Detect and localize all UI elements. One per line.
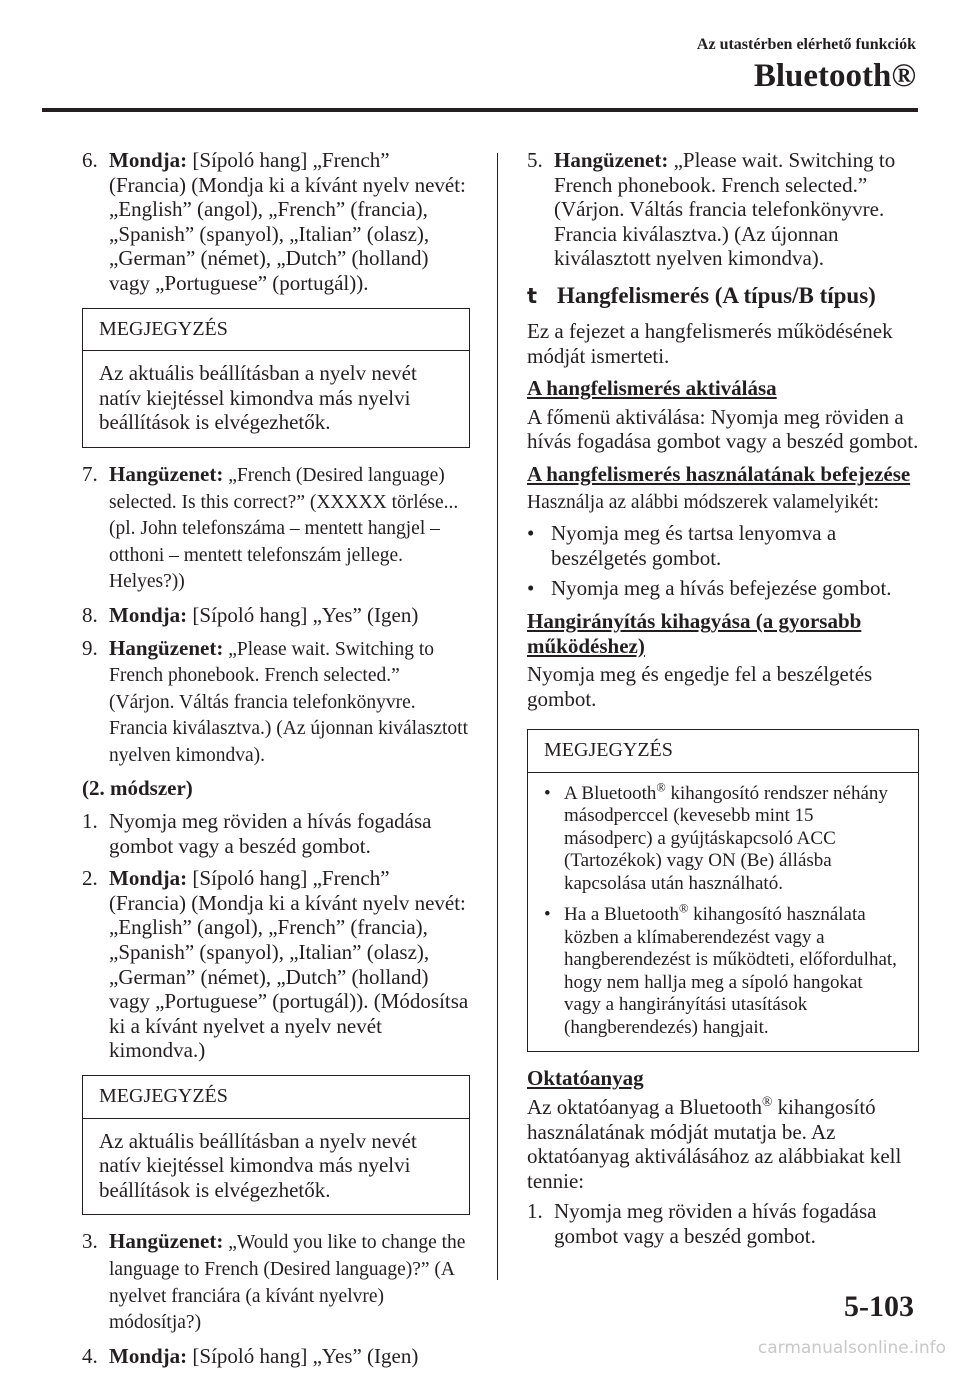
step-text: [Sípoló hang] „Yes” (Igen) [187, 602, 419, 627]
registered-mark: ® [656, 780, 666, 795]
step-number: 7. [82, 461, 98, 486]
section-heading [527, 283, 919, 309]
step-label: Hangüzenet: [109, 1229, 224, 1254]
method-step-4 [82, 1344, 470, 1369]
header-rule [42, 108, 918, 112]
method-step-3 [82, 1229, 470, 1335]
section-intro: Ez a fejezet a hangfelismerés működésének módját ismerteti. [527, 318, 893, 368]
step-number: 6. [82, 148, 98, 172]
list-item [544, 904, 902, 1039]
section-marker-icon: t [527, 283, 538, 308]
note-title: MEGJEGYZÉS [528, 730, 918, 773]
step-label: Mondja: [109, 602, 188, 627]
subheading-tutorial: Oktatóanyag [527, 1066, 644, 1091]
step-number: 1. [527, 1199, 543, 1224]
step-number: 2. [82, 866, 98, 891]
step-text: „French (Desired language) selected. Is this correct?” (XXXXX törlése... (pl. John telefonszáma – mentett hangjel – otthoni – mentett telefonszám jellege. Helyes?)) [109, 464, 459, 593]
step-9 [82, 636, 470, 769]
paragraph-text: Az oktatóanyag a Bluetooth [527, 1094, 763, 1119]
note-text: kihangosító rendszer néhány másodperccel (kevesebb mint 15 másodperc) a gyújtáskapcsoló ACC (Tartozékok) vagy ON (Be) állásba kapcsolása után használható. [564, 782, 888, 894]
bullet-list [527, 521, 919, 601]
paragraph-tutorial [527, 1095, 919, 1193]
note-text: A Bluetooth [564, 782, 657, 804]
bullet-icon: • [544, 782, 551, 804]
note-title: MEGJEGYZÉS [83, 1076, 469, 1119]
note-body [528, 773, 918, 1052]
bullet-icon: • [544, 904, 551, 926]
step-text: [Sípoló hang] „Yes” (Igen) [187, 1343, 419, 1368]
list-item [527, 576, 919, 601]
subheading-skip: Hangirányítás kihagyása (a gyorsabb működéshez) [527, 608, 862, 658]
method-step-1 [82, 809, 470, 858]
registered-mark: ® [762, 1093, 773, 1109]
list-item-text: Nyomja meg és tartsa lenyomva a beszélgetés gombot. [551, 521, 837, 570]
step-text: „Please wait. Switching to French phonebook. French selected.” (Várjon. Váltás francia telefonkönyvre. Francia kiválasztva.) (Az újonnan kiválasztott nyelven kimondva). [109, 638, 468, 766]
method-heading: (2. módszer) [82, 776, 193, 801]
step-text: [Sípoló hang] „French” (Francia) (Mondja ki a kívánt nyelv nevét: „English” (angol), „French” (francia), „Spanish” (spanyol), „Italian” (olasz), „German” (német), „Dutch” (holland) vagy „Portuguese” (portugál)). (Módosítsa ki a kívánt nyelvet a nyelv nevét kimondva.) [109, 866, 469, 1063]
registered-mark: ® [679, 902, 689, 917]
header-subtitle: Az utastérben elérhető funkciók [696, 36, 916, 53]
bullet-icon: • [527, 521, 535, 546]
step-label: Mondja: [109, 1343, 188, 1368]
step-label: Mondja: [109, 866, 188, 891]
step-text: „Please wait. Switching to French phonebook. French selected.” (Várjon. Váltás francia telefonkönyvre. Francia kiválasztva.) (Az újonnan kiválasztott nyelven kimondva). [554, 148, 896, 271]
step-number: 3. [82, 1229, 98, 1254]
column-divider [497, 153, 498, 1280]
step-number: 4. [82, 1343, 98, 1368]
step-6 [82, 148, 470, 296]
note-text: Ha a Bluetooth [564, 904, 680, 926]
right-column [527, 148, 919, 1257]
step-text: „Would you like to change the language to French (Desired language)?” (A nyelvet franciára (a kívánt nyelvre) módosítja?) [109, 1232, 466, 1334]
paragraph-activate: A főmenü aktiválása: Nyomja meg röviden a hívás fogadása gombot vagy a beszéd gombot. [527, 404, 919, 454]
step-number: 1. [82, 809, 98, 834]
section-title: Hangfelismerés (A típus/B típus) [557, 282, 876, 308]
watermark: carmanualsonline.info [757, 1338, 946, 1358]
note-text: kihangosító használata közben a klímaberendezést vagy a hangberendezést is működteti, előfordulhat, hogy nem hallja meg a sípoló hangokat vagy a hangirányítási utasítások (hangberendezés) hangjait. [564, 904, 897, 1038]
step-number: 5. [527, 148, 543, 172]
note-box [82, 308, 470, 448]
paragraph-text: kihangosító használatának módját mutatja be. Az oktatóanyag aktiválásához az alábbiakat kell tennie: [527, 1094, 902, 1193]
paragraph-end: Használja az alábbi módszerek valamelyikét: [527, 491, 879, 513]
step-label: Mondja: [109, 148, 188, 172]
method-step-5 [527, 148, 919, 271]
list-item-text: Nyomja meg a hívás befejezése gombot. [551, 576, 892, 601]
step-text: Nyomja meg röviden a hívás fogadása gombot vagy a beszéd gombot. [554, 1199, 877, 1248]
left-column [82, 148, 470, 1376]
step-number: 8. [82, 602, 98, 627]
list-item [544, 780, 902, 896]
step-7 [82, 462, 470, 595]
method-step-2 [82, 866, 470, 1063]
step-label: Hangüzenet: [109, 635, 224, 660]
page-number: 5-103 [844, 1290, 914, 1323]
note-body: Az aktuális beállításban a nyelv nevét natív kiejtéssel kimondva más nyelvi beállítások is elvégezhetők. [99, 1128, 417, 1202]
paragraph-skip: Nyomja meg és engedje fel a beszélgetés gombot. [527, 662, 873, 711]
tutorial-step-1 [527, 1199, 919, 1248]
note-body: Az aktuális beállításban a nyelv nevét natív kiejtéssel kimondva más nyelvi beállítások is elvégezhetők. [99, 361, 417, 435]
subheading-end: A hangfelismerés használatának befejezése [527, 461, 911, 486]
list-item [527, 521, 919, 570]
step-8 [82, 603, 470, 628]
note-list [544, 780, 902, 1040]
note-title: MEGJEGYZÉS [83, 309, 469, 352]
subheading-activate: A hangfelismerés aktiválása [527, 376, 777, 401]
header-title: Bluetooth® [753, 58, 916, 94]
step-text: [Sípoló hang] „French” (Francia) (Mondja ki a kívánt nyelv nevét: „English” (angol), „French” (francia), „Spanish” (spanyol), „Italian” (olasz), „German” (német), „Dutch” (holland) vagy „Portuguese” (portugál)). [109, 148, 466, 295]
bullet-icon: • [527, 576, 535, 601]
note-box [82, 1075, 470, 1215]
step-text: Nyomja meg röviden a hívás fogadása gombot vagy a beszéd gombot. [109, 809, 432, 858]
step-label: Hangüzenet: [109, 461, 224, 486]
step-number: 9. [82, 635, 98, 660]
step-label: Hangüzenet: [554, 148, 669, 172]
note-box [527, 729, 919, 1052]
